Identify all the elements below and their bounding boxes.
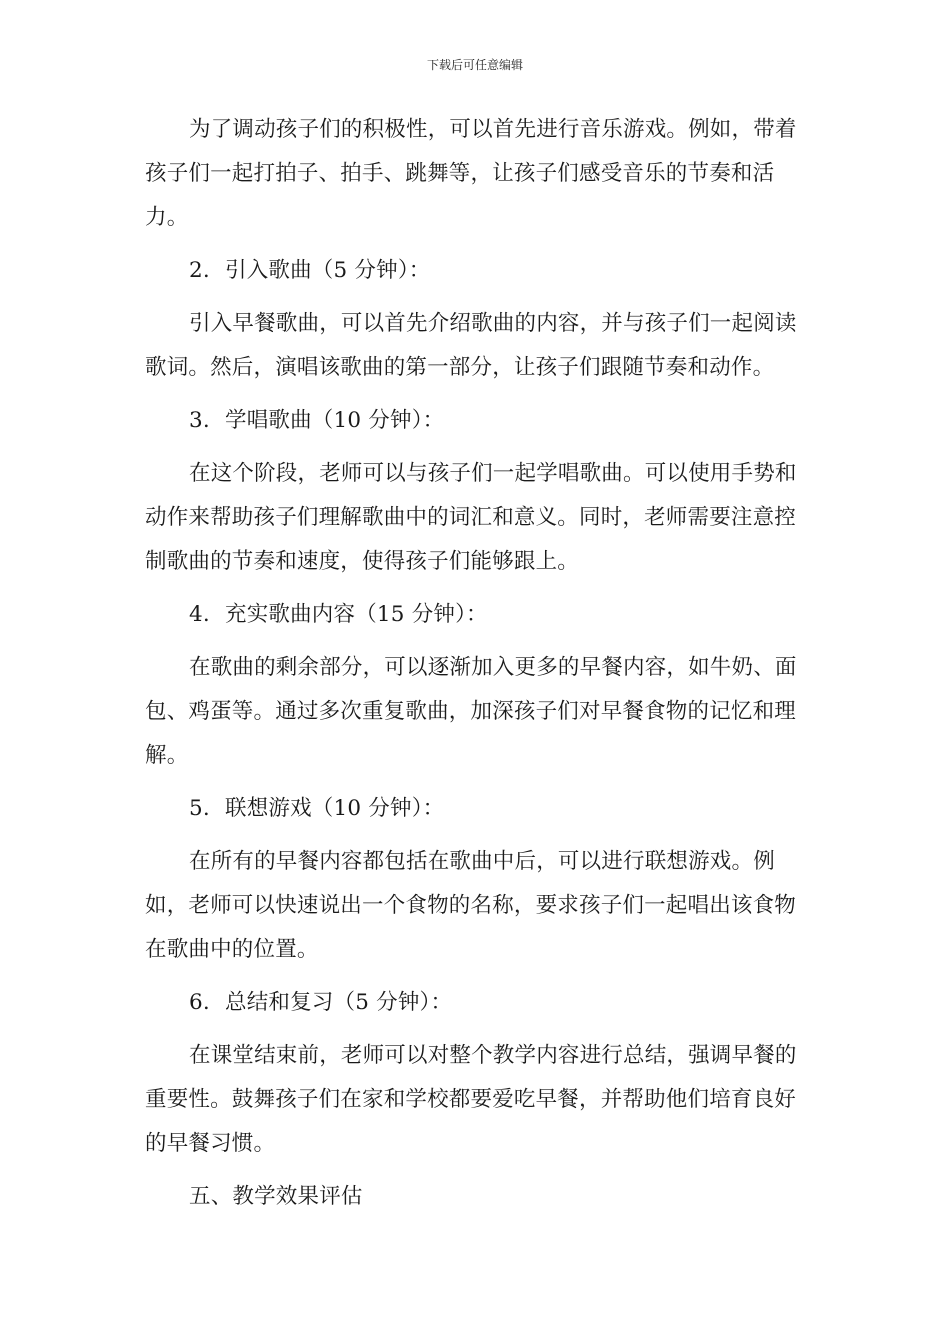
paragraph: 引入早餐歌曲，可以首先介绍歌曲的内容，并与孩子们一起阅读歌词。然后，演唱该歌曲的第一部分，让孩子们跟随节奏和动作。 bbox=[145, 311, 797, 380]
section-number: 4. bbox=[189, 602, 210, 627]
section-title: 联想游戏（10 分钟）： bbox=[225, 796, 445, 821]
section-heading bbox=[145, 981, 810, 1025]
section-title: 总结和复习（5 分钟）： bbox=[225, 990, 453, 1015]
section-heading bbox=[145, 593, 810, 637]
section-number: 2. bbox=[189, 258, 210, 283]
section-number: 5. bbox=[189, 796, 210, 821]
section-heading bbox=[145, 399, 810, 443]
paragraph: 在课堂结束前，老师可以对整个教学内容进行总结，强调早餐的重要性。鼓舞孩子们在家和学校都要爱吃早餐，并帮助他们培育良好的早餐习惯。 bbox=[145, 1043, 797, 1156]
paragraph: 在所有的早餐内容都包括在歌曲中后，可以进行联想游戏。例如，老师可以快速说出一个食物的名称，要求孩子们一起唱出该食物在歌曲中的位置。 bbox=[145, 849, 797, 962]
paragraph: 在这个阶段，老师可以与孩子们一起学唱歌曲。可以使用手势和动作来帮助孩子们理解歌曲中的词汇和意义。同时，老师需要注意控制歌曲的节奏和速度，使得孩子们能够跟上。 bbox=[145, 461, 797, 574]
section-heading bbox=[145, 249, 810, 293]
paragraph: 在歌曲的剩余部分，可以逐渐加入更多的早餐内容，如牛奶、面包、鸡蛋等。通过多次重复歌曲，加深孩子们对早餐食物的记忆和理解。 bbox=[145, 655, 797, 768]
paragraph: 为了调动孩子们的积极性，可以首先进行音乐游戏。例如，带着孩子们一起打拍子、拍手、跳舞等，让孩子们感受音乐的节奏和活力。 bbox=[145, 117, 797, 230]
section-title: 充实歌曲内容（15 分钟）： bbox=[225, 602, 488, 627]
section-title: 学唱歌曲（10 分钟）： bbox=[225, 408, 445, 433]
section-number: 3. bbox=[189, 408, 210, 433]
header-note: 下载后可任意编辑 bbox=[426, 58, 523, 72]
document-body bbox=[145, 108, 810, 1228]
chapter-title: 五、教学效果评估 bbox=[189, 1184, 363, 1209]
section-title: 引入歌曲（5 分钟）： bbox=[225, 258, 431, 283]
chapter-heading bbox=[145, 1175, 810, 1219]
section-heading bbox=[145, 787, 810, 831]
section-number: 6. bbox=[189, 990, 210, 1015]
